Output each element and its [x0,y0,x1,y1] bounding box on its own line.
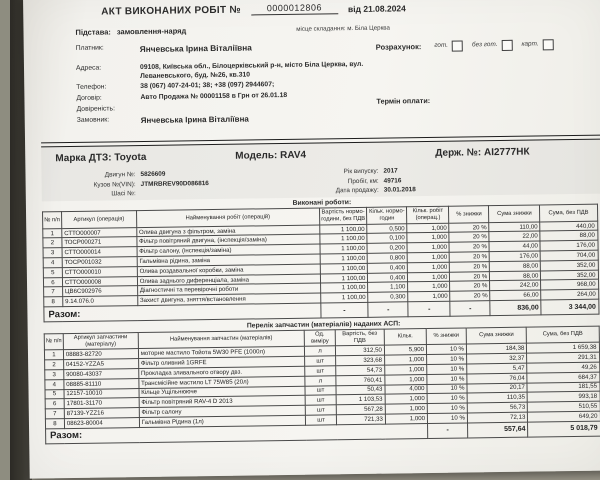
vehicle-model-label: Модель: [235,149,278,162]
address-label: Адреса: [75,64,102,72]
table-cell: 08885-81110 [64,378,139,389]
vehicle-right-labels [300,166,378,197]
vehicle-right-values [383,165,503,196]
table-cell: 1 659,38 [527,342,599,353]
table-cell: 1,000 [385,413,427,423]
table-cell: 9.14.076.0 [63,296,138,307]
table-cell: шт [305,415,336,425]
table-cell: 10 % [427,354,467,364]
table-cell: 32,37 [466,353,527,364]
table-cell: 1 100,00 [320,234,368,244]
works-total-label: Разом: [44,303,321,322]
cash-checkbox [452,41,463,52]
table-cell: 44,00 [489,241,540,252]
column-header: Артикул (операція) [61,211,136,228]
table-cell: 176,00 [540,240,597,251]
parts-total-label: Разом: [46,423,428,443]
column-header: № п/п [43,212,62,229]
payment-method-label: Розрахунок: [375,41,422,52]
vehicle-left-values [140,167,300,199]
table-cell: 291,31 [527,352,599,363]
parts-table-body [44,342,600,428]
chassis-label: Шасі №: [111,190,136,198]
parts-section-title: Перелік запчастин (матеріалів) наданих АСП: [246,320,401,330]
table-cell: 20 % [449,232,489,242]
table-cell: Олива заднього диференціала, заміна [137,274,320,286]
payment-option-cashless-label: без гот. [471,41,498,49]
vehicle-main-row [43,145,599,164]
table-cell: 88,00 [490,261,541,272]
table-cell: 1,100 [368,282,408,292]
table-cell: 721,33 [336,414,385,424]
table-cell: 1,000 [407,242,449,252]
payment-option-card-label: карт. [521,40,539,49]
table-cell: 20 % [450,271,490,281]
table-cell: 54,73 [336,365,385,375]
vehicle-model-value: RAV4 [280,149,307,161]
basis-value: замовлення-наряд [116,26,187,37]
works-total-sum: 3 344,00 [541,299,598,315]
payment-term-label: Термін оплати: [376,95,431,106]
table-cell: 10 % [426,344,466,354]
table-cell: Фільтр салону [139,405,305,417]
table-cell: 88,00 [540,231,597,242]
vehicle-make-value: Toyota [114,151,147,163]
column-header: Вартість нормо-години, без ПДВ [319,208,367,225]
act-date: від 21.08.2024 [347,3,406,15]
sale-date-label: Дата продажу: [335,187,379,195]
works-total-dash: - [368,302,408,318]
table-cell: 1 100,00 [320,283,368,293]
column-header: % знижки [426,328,466,345]
payer-label: Платник: [75,44,104,52]
table-cell: 04152-YZZA5 [63,359,138,370]
table-cell: Трансмісійне мастило LT 75W85 (20л) [139,376,305,388]
table-cell: 1 103,53 [336,394,385,404]
table-cell: шт [305,405,336,415]
table-cell: 20 % [450,281,490,291]
vehicle-details-right [300,165,503,198]
table-cell: Захист двигуна, зняття/встановлення [137,293,320,305]
parts-section [44,318,600,444]
table-cell: 8 [44,297,63,307]
table-cell: 110,00 [489,222,540,233]
column-header: Сума, без ПДВ [540,205,597,222]
table-cell: Кільце Ущільнююче [139,386,305,398]
table-cell: 1 100,00 [320,253,368,263]
table-cell: 684,37 [527,372,599,383]
table-cell: 49,26 [527,362,599,373]
payment-option-cash [434,41,463,52]
table-cell: 352,00 [541,260,598,271]
table-cell: Фільтр повітряний двигуна, (інспекція/заміна) [137,234,320,246]
cashless-checkbox [501,40,512,51]
table-cell: ТОСР001032 [62,257,137,268]
table-cell: 184,38 [466,344,527,355]
card-checkbox [543,39,554,50]
column-header: Од. виміру [304,330,335,347]
engine-value: 5826609 [140,170,166,178]
table-cell: 10 % [427,393,467,403]
table-cell: 50,43 [336,385,385,395]
table-cell: СТТО000008 [62,276,137,287]
vehicle-details-left [43,167,300,200]
column-header: Найменування запчастин (матеріалів) [138,330,305,349]
table-cell: 0,800 [368,253,408,263]
vehicle-left-labels [43,170,135,201]
table-cell: 1 [44,350,63,360]
client-fields [76,38,600,137]
engine-label: Двигун №: [104,170,136,179]
vehicle-plate-value: АІ2777НК [483,146,530,158]
vin-label: Кузов №(VIN): [93,180,136,189]
table-cell: 110,35 [467,392,528,403]
table-cell: 87139-YZZ16 [64,408,139,419]
works-total-dash: - [408,301,450,317]
table-cell: 20 % [450,252,490,262]
table-cell: 1,000 [408,272,450,282]
table-cell: 440,00 [540,221,597,232]
mileage-value: 49716 [383,176,402,185]
customer-value: Янчевська Ірина Віталіївна [140,114,249,125]
table-cell: 1,000 [407,233,449,243]
table-cell: 1 100,00 [320,263,368,273]
table-cell: Гальмівна рідина, заміна [137,254,320,266]
table-cell: 3 [45,370,64,380]
vehicle-plate [435,145,599,158]
photo-background-wall [0,0,10,480]
table-cell: 10 % [427,403,467,413]
table-cell: 10 % [427,413,467,423]
table-cell: 10 % [427,374,467,384]
table-cell: 66,00 [490,290,541,301]
table-cell: 0,500 [367,223,407,233]
proxy-label: Довіреність: [76,105,115,114]
table-cell: Олива двигуна з фільтром, заміна [136,225,319,237]
column-header: Кільк. [384,329,426,346]
table-cell: 76,04 [467,373,528,384]
table-cell: 0,100 [367,233,407,243]
table-cell: 1 100,00 [320,244,368,254]
table-cell: 3 [43,248,62,258]
table-cell: 4,000 [385,384,427,394]
column-header: Артикул запчастини (матеріалу) [63,333,138,350]
table-cell: 1,000 [408,291,450,301]
table-cell: 1,000 [385,404,427,414]
table-cell: 2 [45,360,64,370]
table-cell: 2 [43,238,62,248]
vehicle-plate-label: Держ. №: [435,146,482,159]
year-label: Рік випуску: [343,167,379,175]
works-total-discount: 836,00 [490,300,541,316]
table-cell: Прокладка зливального отвору двз. [138,366,304,378]
column-header: Сума знижки [489,205,540,222]
table-cell: 352,00 [541,270,598,281]
table-cell: ЦВ6С902976 [62,286,137,297]
table-cell: ТОСР000271 [62,237,137,248]
table-cell: 5,47 [467,363,528,374]
table-cell: 20,17 [467,383,528,394]
table-cell: л [304,346,335,356]
table-cell: 20 % [450,262,490,272]
payer-value: Янчевська Ірина Віталіївна [139,42,252,55]
table-cell: 0,400 [368,272,408,282]
table-cell: 264,00 [541,289,598,300]
contract-value: Авто Продажа № 00001158 в Грн от 26.01.18 [140,92,288,102]
table-cell: 0,200 [367,243,407,253]
table-cell: 1,000 [385,364,427,374]
table-cell: шт [305,356,336,366]
table-cell: 56,73 [467,402,528,413]
table-cell: 968,00 [541,280,598,291]
vehicle-make [55,150,235,164]
place-of-drawing-note: місце складання: м. Біла Церква [296,24,391,33]
column-header: Сума знижки [466,327,527,344]
table-cell: Гальмівна Рідина (1л) [139,415,305,427]
document-paper [23,0,600,479]
table-cell: 1 [43,228,62,238]
vehicle-section [41,139,600,202]
phone-label: Телефон: [76,83,107,92]
contract-label: Договір: [76,94,102,103]
parts-table [44,326,600,444]
column-header: № п/п [44,334,63,351]
address-value: 09108, Київська обл., Білоцерківський р-н, місто Біла Церква, вул. Леваневського, буд. №26, кв.310 [139,60,364,80]
table-cell: 20 % [449,222,489,232]
table-cell: 1,000 [384,355,426,365]
mileage-label: Пробіг, км: [347,177,379,185]
table-cell: 993,18 [527,391,599,402]
table-cell: 5 [43,267,62,277]
column-header: Кільк. робіт (операц.) [407,207,449,224]
table-cell: 72,13 [467,412,528,423]
table-cell: 88,00 [490,271,541,282]
table-cell: СТТО000007 [62,227,137,238]
document-title: АКТ ВИКОНАНИХ РОБІТ № [101,4,241,18]
table-cell: 1 100,00 [320,293,368,303]
table-cell: СТТО000010 [62,266,137,277]
table-cell: 4 [45,379,64,389]
vehicle-details [43,163,599,201]
table-cell: Олива роздавальної коробки, заміна [137,264,320,276]
table-cell: Фільтр повітряний RAV-4 D 2013 [139,396,305,408]
document-title-row [101,0,599,18]
table-cell: 08883-82720 [63,349,138,360]
table-cell: 1,000 [407,223,449,233]
table-cell: 12157-10010 [64,388,139,399]
table-cell: 7 [44,287,63,297]
table-cell: 242,00 [490,280,541,291]
column-header: Сума, без ПДВ [527,326,599,343]
column-header: Найменування робіт (операцій) [136,208,319,227]
table-cell: 323,68 [336,355,385,365]
table-cell: 5,900 [384,345,426,355]
table-cell: 567,28 [336,404,385,414]
table-cell: шт [305,366,336,376]
table-cell: 1,000 [407,252,449,262]
table-cell: Діагностичні та перевірочні роботи [137,283,320,295]
payment-option-cash-label: гот. [434,42,449,50]
table-cell: моторне мастило Тойота 5W30 PFE (1000л) [138,347,304,359]
table-cell: 1 100,00 [320,273,368,283]
phone-value: 38 (067) 407-24-01; 38; +38 (097) 2944607; [140,81,275,91]
parts-total-sum: 5 018,79 [528,421,600,437]
parts-total-dash: - [428,423,468,439]
vin-value: JTMRBREV90D086816 [140,179,209,188]
table-cell: 1,000 [385,374,427,384]
chassis-value [141,187,301,198]
table-cell: шт [305,395,336,405]
table-cell: Фільтр оливний 1GRFE [138,356,304,368]
sale-date-value: 30.01.2018 [383,186,416,195]
table-cell: 17801-31170 [64,398,139,409]
vehicle-make-label: Марка ДТЗ: [55,152,112,164]
table-cell: 1,000 [408,282,450,292]
column-header: % знижки [449,206,489,223]
act-number: 0000012806 [251,2,338,15]
works-section-title: Виконані роботи: [292,199,352,208]
table-cell: 649,20 [528,411,600,422]
parts-total-discount: 557,64 [467,422,528,438]
table-cell: СТТО000014 [62,247,137,258]
table-cell: 1,000 [408,262,450,272]
table-cell: л [305,376,336,386]
table-cell: 6 [45,399,64,409]
works-total-dash: - [450,301,490,317]
column-header: Вартість, без ПДВ [335,329,384,346]
works-table [42,204,599,322]
column-header: Кільк. нормо-годин [367,207,407,224]
table-cell: 10 % [427,364,467,374]
payment-option-card [521,39,553,50]
vehicle-model [235,147,435,161]
payment-method-block [376,39,554,52]
table-cell: 6 [43,277,62,287]
table-cell: 20 % [449,242,489,252]
year-value: 2017 [383,167,398,175]
basis-label: Підстава: [75,27,111,37]
table-cell: 0,400 [368,263,408,273]
table-cell: 312,50 [336,345,385,355]
table-cell: 20 % [450,291,490,301]
table-cell: шт [305,385,336,395]
works-total-dash: - [321,302,369,318]
table-cell: Фільтр салону, (інспекція/заміна) [137,244,320,256]
basis-row [75,21,599,37]
table-cell: 22,00 [489,231,540,242]
payment-option-cashless [472,40,513,52]
table-cell: 760,41 [336,375,385,385]
table-cell: 4 [43,258,62,268]
table-cell: 5 [45,389,64,399]
table-cell: 510,55 [528,401,600,412]
table-cell: 7 [45,409,64,419]
table-cell: 181,55 [527,382,599,393]
table-cell: 176,00 [489,251,540,262]
table-cell: 8 [45,419,64,429]
table-cell: 90080-43037 [64,369,139,380]
customer-label: Замовник: [76,116,110,124]
table-cell: 08623-80004 [64,418,139,429]
table-cell: 10 % [427,384,467,394]
table-cell: 1,000 [385,394,427,404]
works-table-body [43,221,599,307]
table-cell: 704,00 [540,250,597,261]
table-cell: 1 100,00 [319,224,367,234]
table-cell: 0,300 [368,292,408,302]
